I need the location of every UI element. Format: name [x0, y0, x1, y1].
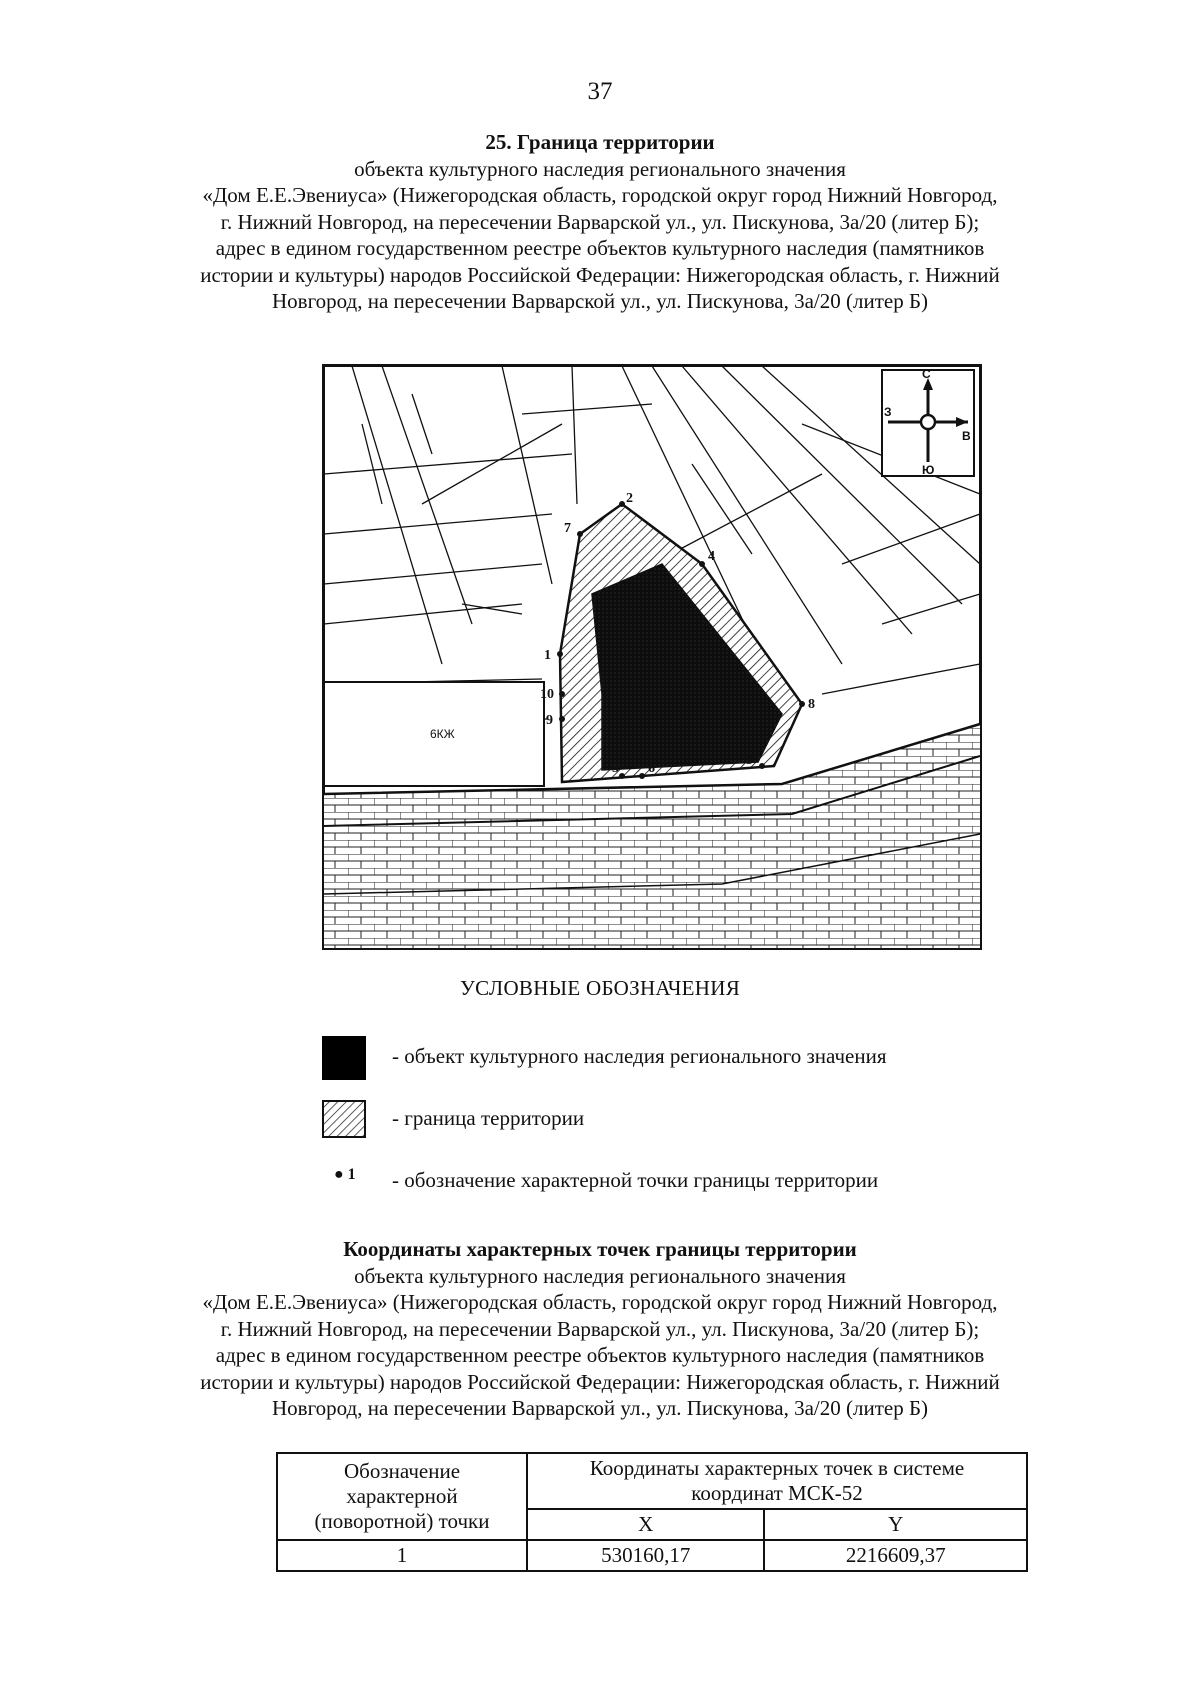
- coords-subtitle-line: г. Нижний Новгород, на пересечении Варварской ул., ул. Пискунова, 3а/20 (литер Б);: [220, 1316, 980, 1341]
- table-header-x: X: [527, 1509, 764, 1540]
- map-heading-block: [150, 129, 1050, 315]
- point-label: 2: [626, 491, 633, 506]
- legend-point-label: - обозначение характерной точки границы территории: [392, 1168, 879, 1192]
- compass-west: З: [884, 405, 892, 419]
- coords-subtitle-line: Новгород, на пересечении Варварской ул., ул. Пискунова, 3а/20 (литер Б): [271, 1396, 929, 1420]
- table-header-y: Y: [764, 1509, 1027, 1540]
- point-label: 3: [746, 753, 753, 768]
- coords-heading-block: [150, 1236, 1050, 1422]
- legend-point-symbol: [334, 1166, 356, 1184]
- table-cell-x: 530160,17: [527, 1540, 764, 1571]
- building-label: 6КЖ: [430, 727, 455, 741]
- legend-object-swatch: [322, 1036, 366, 1080]
- boundary-map: [322, 364, 982, 950]
- point-label: 1: [544, 648, 551, 663]
- point-marker: [759, 763, 765, 769]
- table-row: [277, 1540, 1027, 1571]
- point-marker: [799, 701, 805, 707]
- map-subtitle-line: истории и культуры) народов Российской Федерации: Нижегородская область, г. Нижний: [200, 262, 1000, 287]
- compass-east: В: [962, 429, 971, 443]
- table-header-line: координат МСК-52: [691, 1481, 863, 1505]
- coords-title: Координаты характерных точек границы территории: [343, 1237, 857, 1261]
- point-marker: [619, 501, 625, 507]
- point-label: 7: [564, 521, 571, 536]
- table-header-line: (поворотной) точки: [314, 1509, 490, 1533]
- legend-row-object: [322, 1036, 1022, 1080]
- coords-subtitle-line: адрес в едином государственном реестре объектов культурного наследия (памятников: [215, 1343, 985, 1367]
- page-number: 37: [587, 78, 613, 105]
- map-subtitle-line: Новгород, на пересечении Варварской ул., ул. Пискунова, 3а/20 (литер Б): [271, 289, 929, 313]
- table-header-point: [277, 1453, 527, 1540]
- compass-north: С: [922, 367, 931, 381]
- table-header-coords: [527, 1453, 1027, 1509]
- point-dot-icon: ●: [334, 1166, 344, 1183]
- point-marker: [557, 651, 563, 657]
- legend-boundary-swatch: [322, 1100, 366, 1138]
- legend-row-point: [322, 1162, 1022, 1206]
- compass-rose: [882, 367, 974, 477]
- table-cell-y: 2216609,37: [764, 1540, 1027, 1571]
- map-title: 25. Граница территории: [485, 130, 715, 154]
- point-label: 5: [612, 761, 619, 776]
- map-subtitle-line: «Дом Е.Е.Эвениуса» (Нижегородская область, городской округ город Нижний Новгород,: [202, 183, 998, 207]
- table-header-line: Координаты характерных точек в системе: [589, 1456, 965, 1480]
- compass-south: Ю: [922, 463, 935, 477]
- point-label: 8: [808, 697, 815, 712]
- point-marker: [619, 773, 625, 779]
- map-subtitle-line: г. Нижний Новгород, на пересечении Варварской ул., ул. Пискунова, 3а/20 (литер Б);: [220, 209, 980, 234]
- map-subtitle-line: объекта культурного наследия регионального значения: [354, 156, 846, 181]
- legend-boundary-label: - граница территории: [392, 1106, 585, 1130]
- coords-subtitle-line: «Дом Е.Е.Эвениуса» (Нижегородская область, городской округ город Нижний Новгород,: [202, 1290, 998, 1314]
- point-marker: [559, 691, 565, 697]
- legend-row-boundary: [322, 1100, 1022, 1144]
- legend-object-label: - объект культурного наследия регионального значения: [392, 1044, 887, 1068]
- point-marker: [559, 716, 565, 722]
- point-label: 9: [546, 713, 553, 728]
- legend-title: УСЛОВНЫЕ ОБОЗНАЧЕНИЯ: [459, 976, 741, 1000]
- table-header-line: Обозначение: [343, 1459, 461, 1483]
- coords-table: [276, 1452, 1028, 1572]
- point-marker: [577, 531, 583, 537]
- coords-subtitle-line: объекта культурного наследия регионального значения: [354, 1263, 846, 1288]
- point-label: 6: [648, 761, 655, 776]
- point-marker: [699, 561, 705, 567]
- point-marker: [639, 773, 645, 779]
- table-header-line: характерной: [346, 1484, 458, 1508]
- point-label: 10: [540, 687, 554, 702]
- coords-subtitle-line: истории и культуры) народов Российской Федерации: Нижегородская область, г. Нижний: [200, 1369, 1000, 1394]
- table-cell-point: 1: [277, 1540, 527, 1571]
- point-label: 4: [708, 549, 715, 564]
- map-subtitle-line: адрес в едином государственном реестре объектов культурного наследия (памятников: [215, 236, 985, 260]
- legend-point-number: 1: [347, 1166, 356, 1183]
